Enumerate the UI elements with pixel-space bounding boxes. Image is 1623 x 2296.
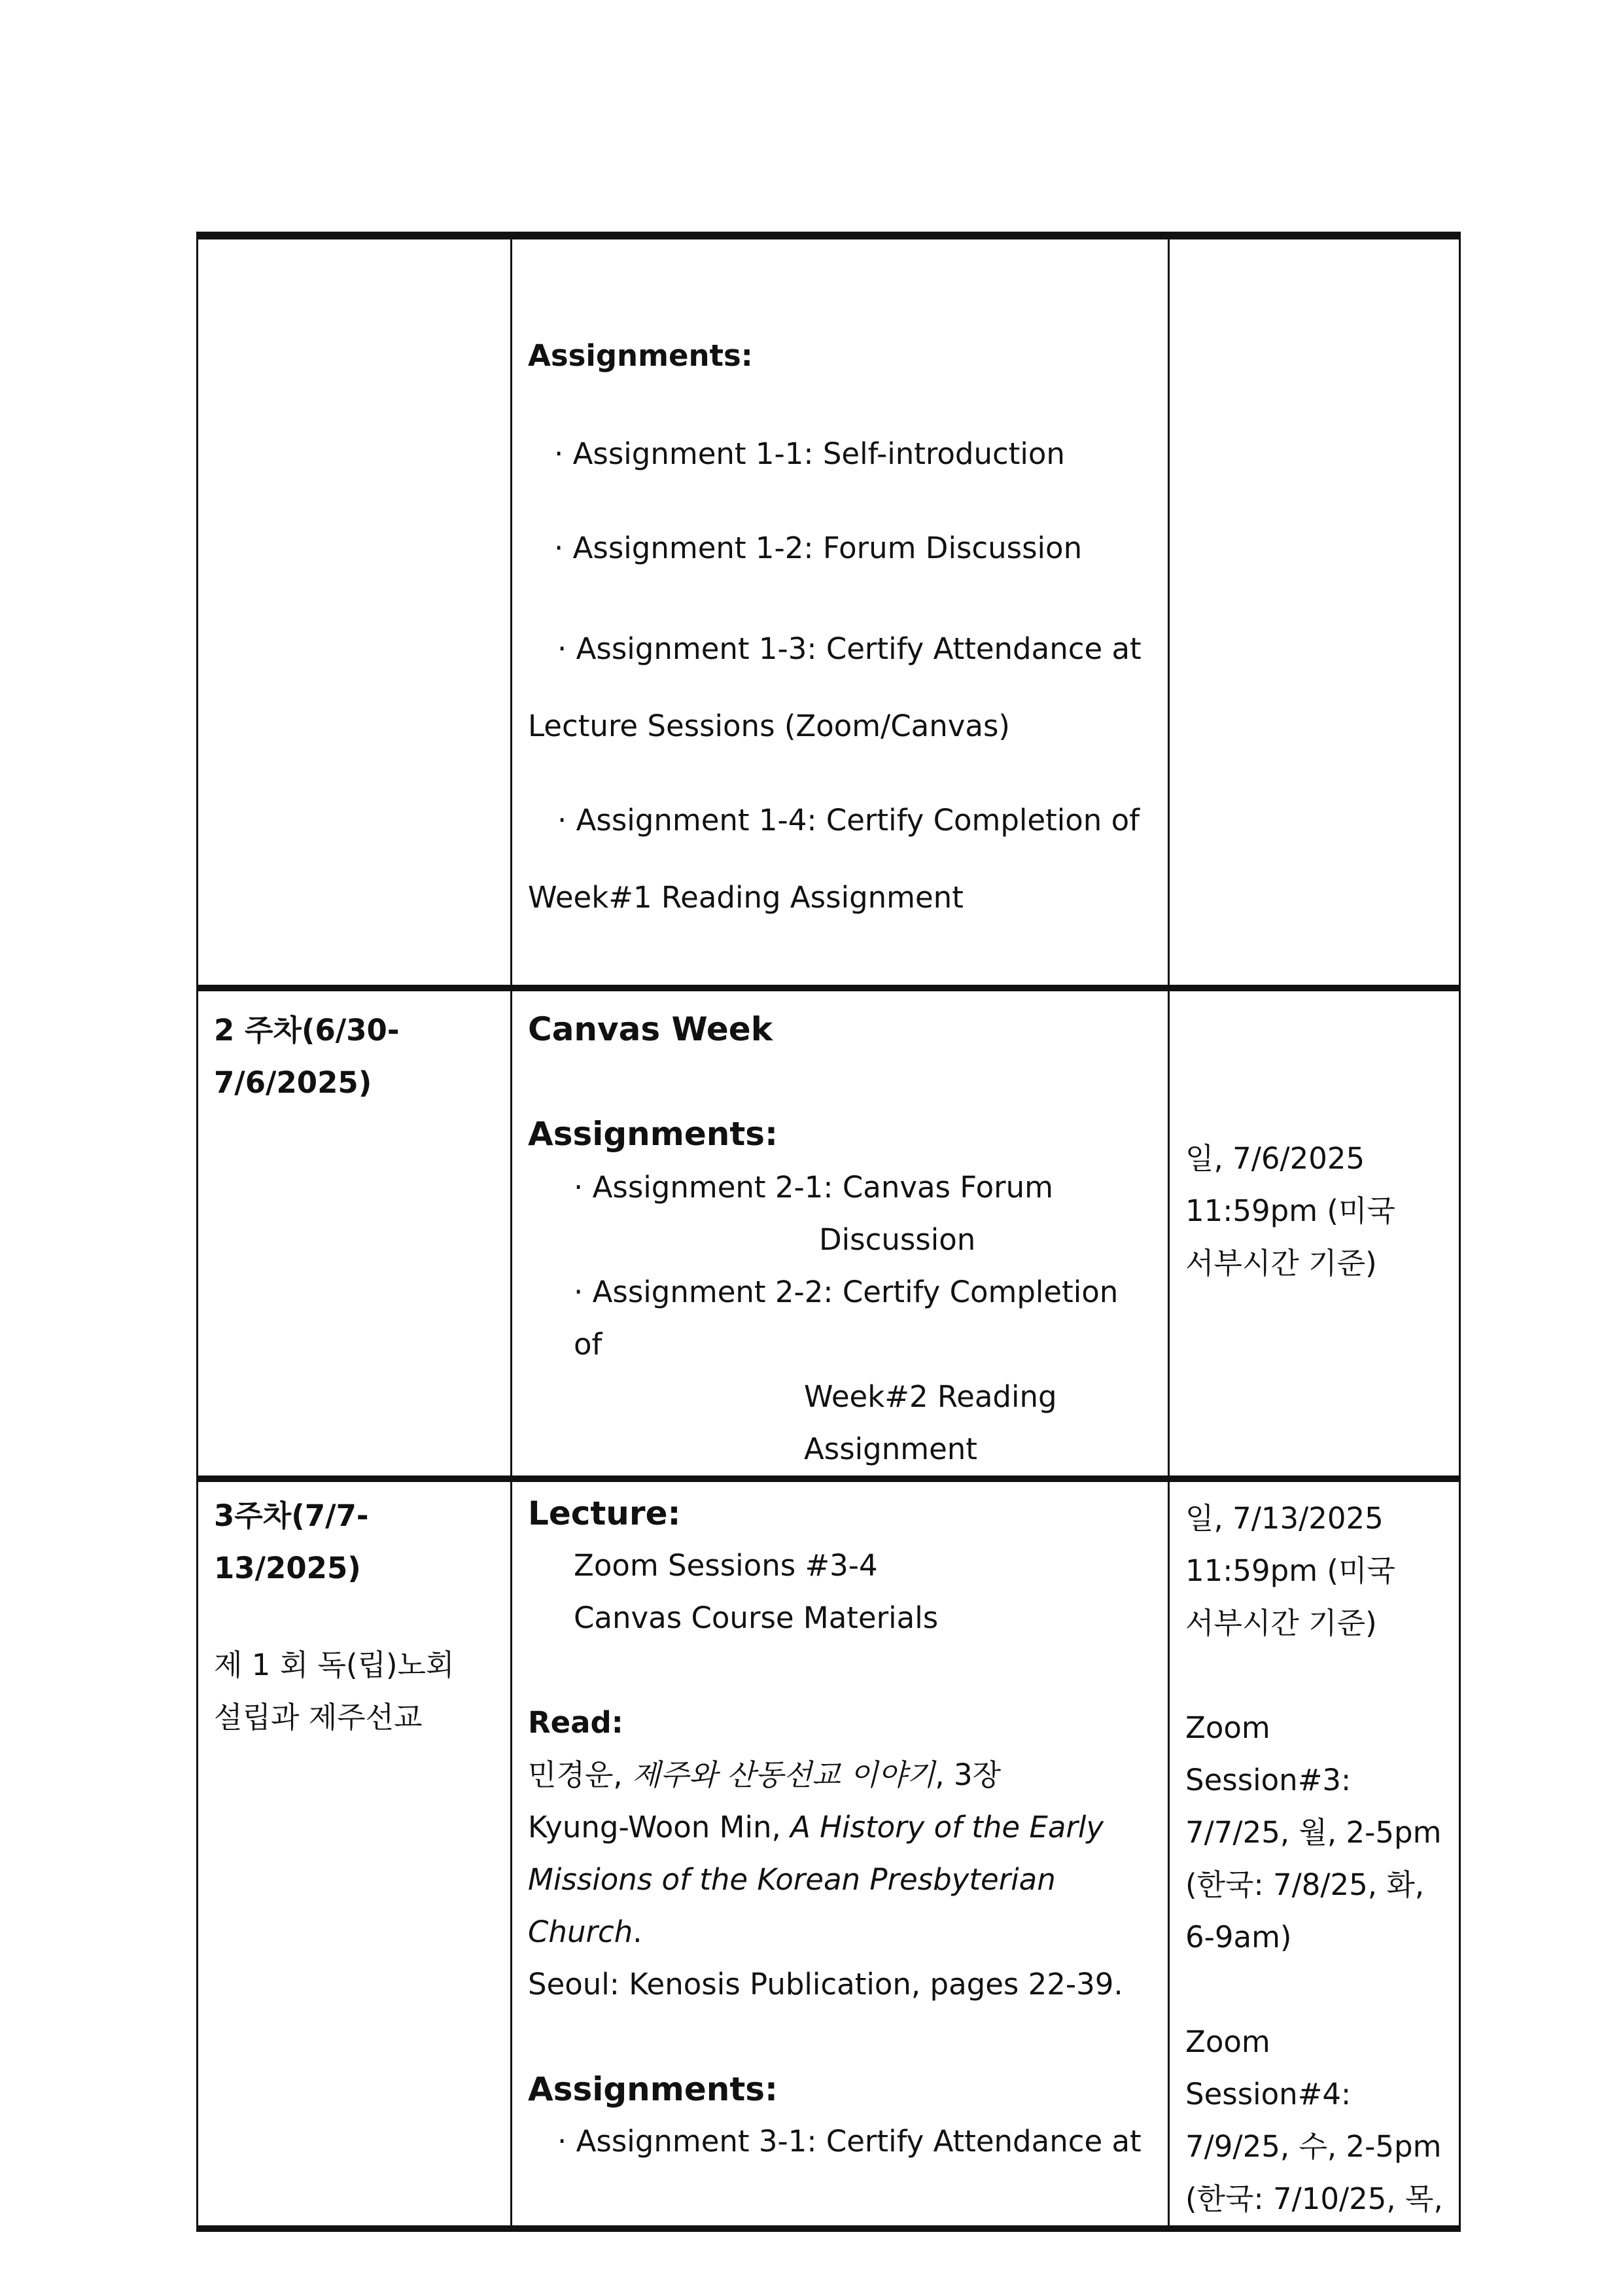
week2-label: 2 주차(6/30-	[214, 1013, 400, 1048]
assignment-2-2-cont: Week#2 Reading	[804, 1379, 1057, 1414]
zoom-session-4: Zoom Session#4:	[1185, 2024, 1352, 2111]
week3-week-cell	[198, 1479, 512, 2229]
assignment-3-1: · Assignment 3-1: Certify Attendance at	[557, 2124, 1142, 2159]
week2-due-cell	[1169, 988, 1460, 1479]
assignment-1-2: · Assignment 1-2: Forum Discussion	[554, 531, 1083, 565]
week3-row	[198, 1479, 1460, 2229]
week1-week-cell	[198, 236, 512, 988]
assignment-1-3: · Assignment 1-3: Certify Attendance at	[557, 631, 1142, 666]
week1-content-cell	[512, 236, 1169, 988]
lecture-heading: Lecture:	[528, 1494, 681, 1532]
due-date: 일, 7/6/2025	[1185, 1141, 1365, 1176]
reading-2: Kyung-Woon Min, A History of the Early	[528, 1810, 1104, 1845]
read-heading: Read:	[528, 1705, 623, 1740]
zoom-session-4-date: 7/9/25, 수, 2-5pm	[1185, 2129, 1442, 2164]
assignments-heading: Assignments:	[528, 338, 753, 373]
due-time: 11:59pm (미국	[1185, 1193, 1395, 1228]
week3-topic: 제 1 회 독(립)노회	[214, 1648, 455, 1682]
assignment-2-2-cont2: Assignment	[804, 1432, 977, 1466]
reading-1-title: 제주와 산동선교 이야기	[632, 1757, 935, 1792]
lecture-canvas: Canvas Course Materials	[574, 1600, 939, 1635]
due-date: 일, 7/13/2025	[1185, 1501, 1384, 1536]
due-timezone: 서부시간 기준)	[1185, 1606, 1377, 1640]
week2-content-cell	[512, 988, 1169, 1479]
week3-label: 3주차(7/7-13/2025)	[214, 1498, 369, 1585]
week2-title: Canvas Week	[528, 1010, 773, 1048]
week3-topic-cont: 설립과 제주선교	[214, 1700, 423, 1735]
assignments-heading: Assignments:	[528, 2070, 778, 2108]
week1-due-cell	[1169, 236, 1460, 988]
reading-1: 민경운, 제주와 산동선교 이야기, 3장	[528, 1757, 1002, 1792]
assignment-2-2: · Assignment 2-2: Certify Completion of	[574, 1275, 1119, 1362]
due-time: 11:59pm (미국	[1185, 1553, 1395, 1588]
week2-row	[198, 988, 1460, 1479]
assignment-2-1-cont: Discussion	[819, 1222, 976, 1257]
lecture-zoom: Zoom Sessions #3-4	[574, 1548, 878, 1583]
week2-label-cont: 7/6/2025)	[214, 1065, 372, 1100]
zoom-session-3-korea: (한국: 7/8/25, 화,	[1185, 1867, 1425, 1902]
assignment-2-1: · Assignment 2-1: Canvas Forum	[574, 1170, 1053, 1205]
assignment-1-3-cont: Lecture Sessions (Zoom/Canvas)	[528, 709, 1010, 743]
zoom-session-3: Zoom Session#3:	[1185, 1710, 1352, 1797]
week3-content-cell	[512, 1479, 1169, 2229]
assignment-1-4: · Assignment 1-4: Certify Completion of	[557, 803, 1140, 838]
schedule-table	[196, 232, 1461, 2232]
week3-due-cell	[1169, 1479, 1460, 2229]
assignments-heading: Assignments:	[528, 1115, 778, 1153]
assignment-1-4-cont: Week#1 Reading Assignment	[528, 880, 964, 915]
reading-2-title-cont: Missions of the Korean Presbyterian Church	[528, 1862, 1056, 1949]
zoom-session-3-date: 7/7/25, 월, 2-5pm	[1185, 1815, 1442, 1850]
week2-week-cell	[198, 988, 512, 1479]
zoom-session-4-korea: (한국: 7/10/25, 목,	[1185, 2181, 1443, 2216]
zoom-session-3-korea-time: 6-9am)	[1185, 1920, 1292, 1954]
reading-2-cont: Missions of the Korean Presbyterian Church.	[528, 1862, 1056, 1949]
reading-2-publisher: Seoul: Kenosis Publication, pages 22-39.	[528, 1967, 1123, 2002]
assignment-1-1: · Assignment 1-1: Self-introduction	[554, 436, 1065, 471]
reading-2-title: A History of the Early	[790, 1810, 1104, 1845]
week1-row	[198, 236, 1460, 988]
due-timezone: 서부시간 기준)	[1185, 1246, 1377, 1280]
